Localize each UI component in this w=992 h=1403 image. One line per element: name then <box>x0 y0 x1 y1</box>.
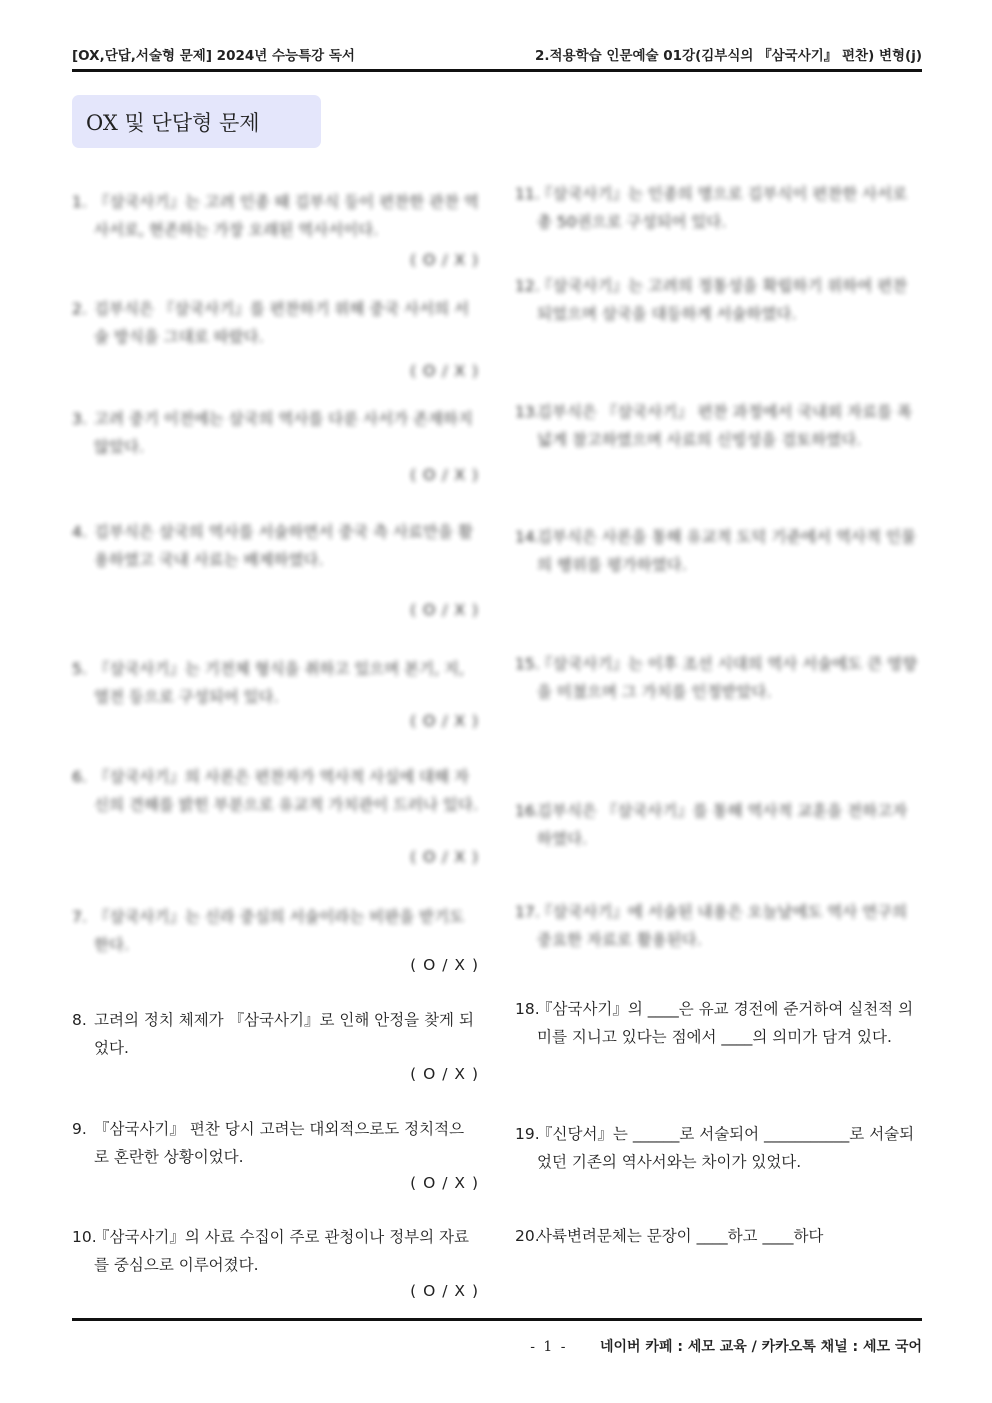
question-number: 3. <box>72 410 87 428</box>
ox-mark: ( O / X ) <box>410 601 479 619</box>
question-4 <box>72 518 479 619</box>
question-text: 사륙변려문체는 문장이 ____하고 ____하다 <box>537 1227 824 1245</box>
question-text: 『삼국사기』의 사료 수집이 주로 관청이나 정부의 자료를 중심으로 이루어졌다. <box>94 1228 469 1274</box>
footer-credit: 네이버 카페 : 세모 교육 / 카카오톡 채널 : 세모 국어 <box>599 1339 922 1355</box>
page-header <box>72 44 922 66</box>
question-13 <box>515 398 922 454</box>
question-number: 18. <box>515 1000 540 1018</box>
question-6 <box>72 763 479 866</box>
question-10 <box>72 1223 479 1300</box>
question-text: 『삼국사기』는 기전체 형식을 취하고 있으며 본기, 지, 열전 등으로 구성되어 있다. <box>94 660 464 706</box>
question-text: 김부식은 『삼국사기』 편찬 과정에서 국내외 자료를 폭넓게 참고하였으며 사료의 신빙성을 검토하였다. <box>537 403 912 449</box>
header-left-title: [OX,단답,서술형 문제] 2024년 수능특강 독서 <box>72 48 355 64</box>
page-number: - 1 - <box>530 1339 568 1355</box>
question-number: 17. <box>515 903 540 921</box>
question-17 <box>515 898 922 954</box>
question-text: 『삼국사기』는 신라 중심의 서술이라는 비판을 받기도 한다. <box>94 908 465 954</box>
question-text: 김부식은 삼국의 역사를 서술하면서 중국 측 사료만을 활용하였고 국내 사료는 배제하였다. <box>94 523 473 569</box>
question-number: 12. <box>515 277 540 295</box>
question-16 <box>515 797 922 853</box>
question-number: 11. <box>515 185 540 203</box>
question-text: 김부식은 사론을 통해 유교적 도덕 기준에서 역사적 인물의 행위를 평가하였다. <box>537 528 916 574</box>
ox-mark: ( O / X ) <box>410 956 479 974</box>
question-number: 13. <box>515 403 540 421</box>
question-text: 고려의 정치 체제가 『삼국사기』로 인해 안정을 찾게 되었다. <box>94 1011 474 1057</box>
question-number: 2. <box>72 300 87 318</box>
question-12 <box>515 272 922 328</box>
question-number: 7. <box>72 908 87 926</box>
question-19 <box>515 1120 922 1176</box>
question-number: 10. <box>72 1228 97 1246</box>
question-number: 9. <box>72 1120 87 1138</box>
ox-mark: ( O / X ) <box>410 712 479 730</box>
page-footer <box>72 1336 922 1356</box>
ox-mark: ( O / X ) <box>410 466 479 484</box>
question-text: 『삼국사기』는 인종의 명으로 김부식이 편찬한 사서로 총 50권으로 구성되어 있다. <box>537 185 908 231</box>
question-number: 4. <box>72 523 87 541</box>
question-text: 『삼국사기』는 고려의 정통성을 확립하기 위하여 편찬되었으며 삼국을 대등하게 서술하였다. <box>537 277 908 323</box>
question-text: 『삼국사기』의 ____은 유교 경전에 준거하여 실천적 의미를 지니고 있다는 점에서 ____의 의미가 담겨 있다. <box>537 1000 914 1046</box>
question-text: 김부식은 『삼국사기』를 통해 역사적 교훈을 전하고자 하였다. <box>537 802 908 848</box>
question-text: 『삼국사기』에 서술된 내용은 오늘날에도 역사 연구의 중요한 자료로 활용된다. <box>537 903 908 949</box>
question-text: 『신당서』는 ______로 서술되어 ___________로 서술되었던 기존의 역사서와는 차이가 있었다. <box>537 1125 915 1171</box>
question-number: 15. <box>515 655 540 673</box>
header-right-title: 2.적용학습 인문예술 01강(김부식의 『삼국사기』 편찬) 변형(j) <box>535 48 922 64</box>
ox-mark: ( O / X ) <box>410 848 479 866</box>
footer-rule <box>72 1318 922 1321</box>
question-text: 『삼국사기』는 이후 조선 시대의 역사 서술에도 큰 영향을 미쳤으며 그 가치를 인정받았다. <box>537 655 917 701</box>
question-8 <box>72 1006 479 1083</box>
ox-mark: ( O / X ) <box>410 251 479 269</box>
question-text: 『삼국사기』 편찬 당시 고려는 대외적으로도 정치적으로 혼란한 상황이었다. <box>94 1120 465 1166</box>
question-text: 고려 중기 이전에는 삼국의 역사를 다룬 사서가 존재하지 않았다. <box>94 410 473 456</box>
question-number: 20. <box>515 1227 540 1245</box>
question-18 <box>515 995 922 1051</box>
question-2 <box>72 295 479 380</box>
question-1 <box>72 188 479 269</box>
section-title: OX 및 단답형 문제 <box>86 110 260 135</box>
question-number: 19. <box>515 1125 540 1143</box>
question-3 <box>72 405 479 484</box>
header-rule <box>72 69 922 72</box>
section-title-box <box>72 95 321 148</box>
question-20 <box>515 1222 922 1250</box>
question-number: 6. <box>72 768 87 786</box>
question-number: 5. <box>72 660 87 678</box>
question-text: 『삼국사기』는 고려 인종 때 김부식 등이 편찬한 관찬 역사서로, 현존하는 가장 오래된 역사서이다. <box>94 193 479 239</box>
question-7 <box>72 903 479 974</box>
question-number: 14. <box>515 528 540 546</box>
ox-mark: ( O / X ) <box>410 1065 479 1083</box>
question-14 <box>515 523 922 579</box>
question-number: 16. <box>515 802 540 820</box>
ox-mark: ( O / X ) <box>410 362 479 380</box>
question-11 <box>515 180 922 236</box>
question-9 <box>72 1115 479 1192</box>
ox-mark: ( O / X ) <box>410 1174 479 1192</box>
ox-mark: ( O / X ) <box>410 1282 479 1300</box>
question-text: 『삼국사기』의 사론은 편찬자가 역사적 사실에 대해 자신의 견해를 밝힌 부분으로 유교적 가치관이 드러나 있다. <box>94 768 478 814</box>
question-number: 8. <box>72 1011 87 1029</box>
question-number: 1. <box>72 193 87 211</box>
question-5 <box>72 655 479 730</box>
question-text: 김부식은 『삼국사기』를 편찬하기 위해 중국 사서의 서술 방식을 그대로 따랐다. <box>94 300 469 346</box>
question-15 <box>515 650 922 706</box>
